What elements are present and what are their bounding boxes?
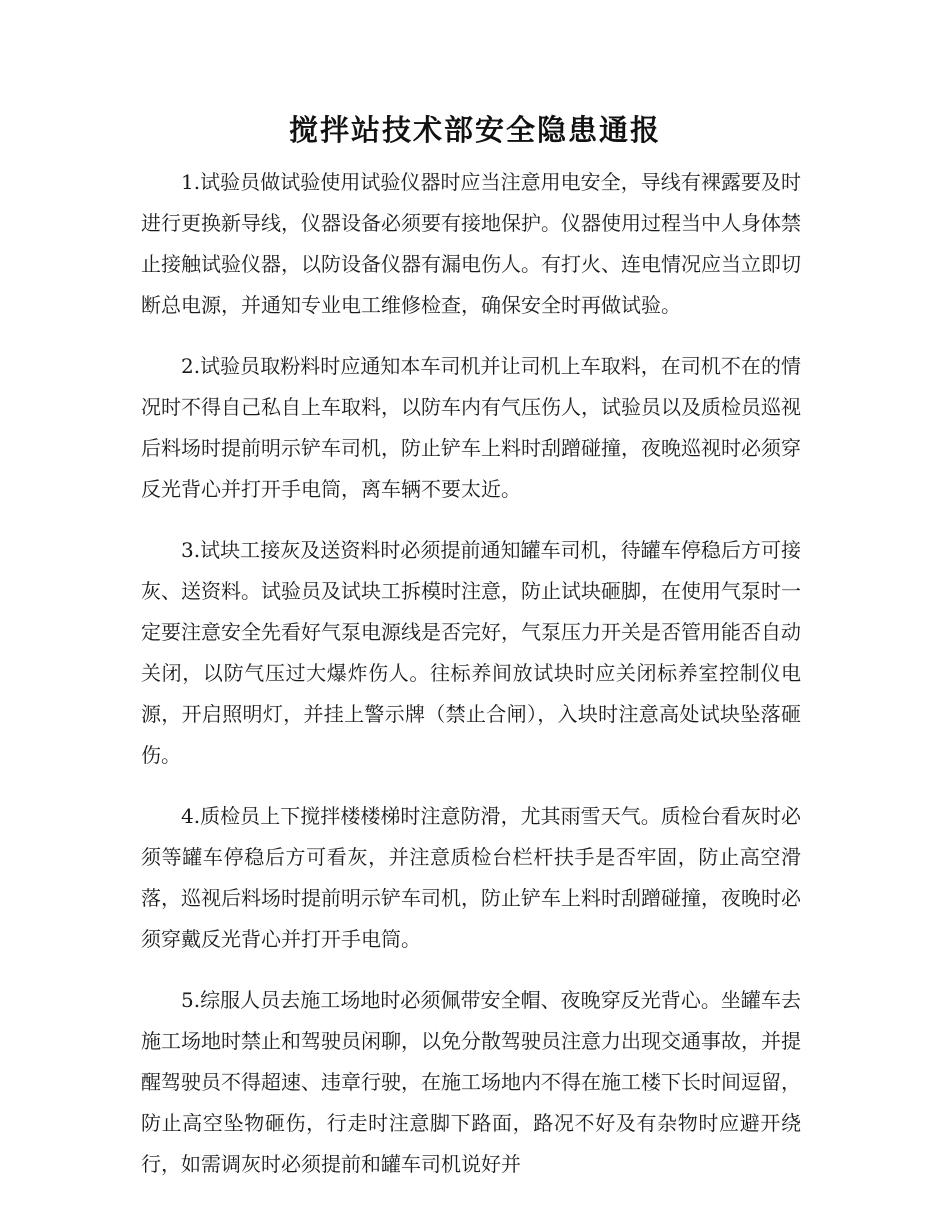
document-title: 搅拌站技术部安全隐患通报 <box>288 113 661 147</box>
document-body <box>141 162 801 1205</box>
paragraph-1: 1.试验员做试验使用试验仪器时应当注意用电安全，导线有裸露要及时进行更换新导线，仪器设备必须要有接地保护。仪器使用过程当中人身体禁止接触试验仪器，以防设备仪器有漏电伤人。有打火、连电情况应当立即切断总电源，并通知专业电工维修检查，确保安全时再做试验。 <box>141 170 801 317</box>
paragraph-4: 4.质检员上下搅拌楼楼梯时注意防滑，尤其雨雪天气。质检台看灰时必须等罐车停稳后方可看灰，并注意质检台栏杆扶手是否牢固，防止高空滑落，巡视后料场时提前明示铲车司机，防止铲车上料时刮蹭碰撞，夜晚时必须穿戴反光背心并打开手电筒。 <box>141 804 801 951</box>
paragraph-2: 2.试验员取粉料时应通知本车司机并让司机上车取料，在司机不在的情况时不得自己私自上车取料，以防车内有气压伤人，试验员以及质检员巡视后料场时提前明示铲车司机，防止铲车上料时刮蹭碰撞，夜晚巡视时必须穿反光背心并打开手电筒，离车辆不要太近。 <box>141 354 801 501</box>
paragraph-3: 3.试块工接灰及送资料时必须提前通知罐车司机，待罐车停稳后方可接灰、送资料。试验员及试块工拆模时注意，防止试块砸脚，在使用气泵时一定要注意安全先看好气泵电源线是否完好，气泵压力开关是否管用能否自动关闭，以防气压过大爆炸伤人。往标养间放试块时应关闭标养室控制仪电源，开启照明灯，并挂上警示牌（禁止合闸），入块时注意高处试块坠落砸伤。 <box>141 538 801 767</box>
paragraph-5: 5.综服人员去施工场地时必须佩带安全帽、夜晚穿反光背心。坐罐车去施工场地时禁止和驾驶员闲聊，以免分散驾驶员注意力出现交通事故，并提醒驾驶员不得超速、违章行驶，在施工场地内不得在施工楼下长时间逗留，防止高空坠物砸伤，行走时注意脚下路面，路况不好及有杂物时应避开绕行，如需调灰时必须提前和罐车司机说好并 <box>141 988 801 1176</box>
